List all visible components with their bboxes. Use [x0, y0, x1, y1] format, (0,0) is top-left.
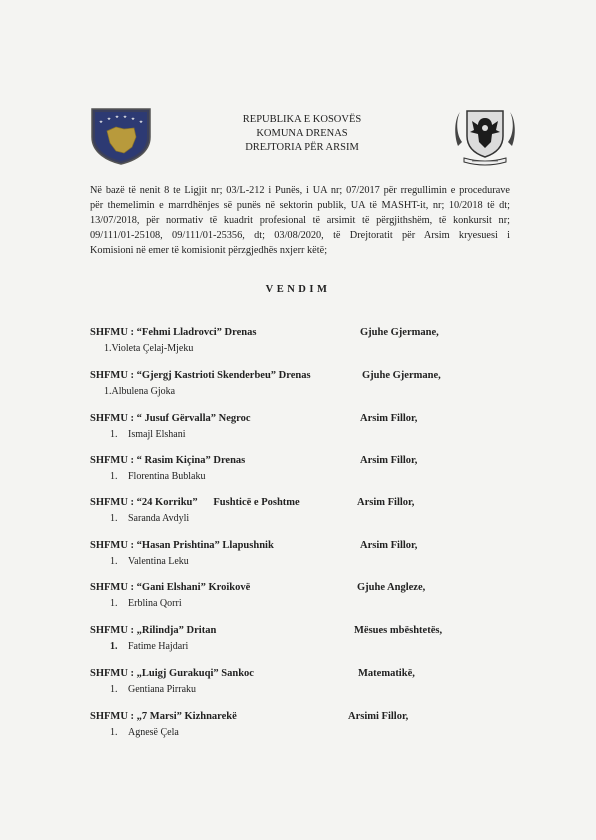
- candidate-number: 1.: [104, 343, 112, 354]
- intro-line: Komisioni në emer të komisionit përzgjedhës nxjerr këtë;: [90, 245, 328, 256]
- candidate-number: 1.: [110, 641, 118, 652]
- candidate-number: 1.: [104, 386, 112, 397]
- school-name: SHFMU : „7 Marsi” Kizhnarekë: [90, 711, 237, 722]
- candidate-number: 1.: [110, 471, 118, 482]
- candidate-name: Albulena Gjoka: [111, 386, 176, 397]
- candidate-name: Ismajl Elshani: [128, 429, 186, 440]
- candidate-line: [104, 386, 175, 397]
- subject-name: Arsim Fillor,: [360, 540, 418, 551]
- candidate-number: 1.: [110, 684, 118, 695]
- subject-name: Arsim Fillor,: [360, 455, 418, 466]
- school-name: SHFMU : „Luigj Gurakuqi” Sankoc: [90, 668, 254, 679]
- subject-name: Gjuhe Gjermane,: [360, 327, 439, 338]
- school-name: SHFMU : “Gjergj Kastrioti Skenderbeu” Drenas: [90, 370, 311, 381]
- candidate-number: 1.: [110, 556, 118, 567]
- intro-line: për themelimin e marrdhënjes së punës në sektorin publik, UA të MASHT-it, nr; 10/2018 të dt;: [90, 200, 510, 211]
- subject-name: Gjuhe Angleze,: [357, 582, 426, 593]
- candidate-name: Agnesë Çela: [128, 727, 179, 738]
- header-country: REPUBLIKA E KOSOVËS: [242, 114, 362, 125]
- school-name: SHFMU : “Gani Elshani” Kroikovë: [90, 582, 251, 593]
- subject-name: Arsim Fillor,: [360, 413, 418, 424]
- candidate-line: [110, 513, 189, 524]
- candidate-line: [110, 598, 182, 609]
- subject-name: Matematikë,: [358, 668, 415, 679]
- candidate-name: Fatime Hajdari: [128, 641, 189, 652]
- school-name: SHFMU : “ Jusuf Gërvalla” Negroc: [90, 413, 251, 424]
- header-municipality: KOMUNA DRENAS: [256, 128, 348, 139]
- drenas-municipality-emblem-icon: [452, 106, 518, 168]
- candidate-line: [110, 684, 196, 695]
- candidate-name: Florentina Bublaku: [128, 471, 206, 482]
- header-directorate: DREJTORIA PËR ARSIM: [245, 142, 359, 153]
- subject-name: Arsimi Fillor,: [348, 711, 409, 722]
- school-name: SHFMU : “ Rasim Kiçina” Drenas: [90, 455, 246, 466]
- intro-line: 09/111/01-25108, 09/111/01-25356, dt; 03/08/2020, të Drejtoratit për Arsim kryesuesi i: [90, 230, 510, 241]
- subject-name: Arsim Fillor,: [357, 497, 415, 508]
- candidate-number: 1.: [110, 429, 118, 440]
- candidate-number: 1.: [110, 598, 118, 609]
- school-name: SHFMU : “Hasan Prishtina” Llapushnik: [90, 540, 274, 551]
- school-name: SHFMU : “24 Korriku” Fushticë e Poshtme: [90, 497, 300, 508]
- candidate-number: 1.: [110, 727, 118, 738]
- subject-name: Gjuhe Gjermane,: [362, 370, 441, 381]
- intro-line: 13/07/2018, për normativ të kuadrit profesional të arsimit të përgjithshëm, të konkursit nr;: [90, 215, 510, 226]
- candidate-name: Saranda Avdyli: [128, 513, 190, 524]
- candidate-line: [110, 641, 188, 652]
- candidate-name: Violeta Çelaj-Mjeku: [111, 343, 194, 354]
- candidate-line: [110, 727, 179, 738]
- school-name: SHFMU : “Fehmi Lladrovci” Drenas: [90, 327, 257, 338]
- decision-title: VENDIM: [265, 284, 331, 295]
- intro-paragraph: [90, 183, 510, 258]
- candidate-line: [110, 471, 206, 482]
- intro-line: Në bazë të nenit 8 te Ligjit nr; 03/L-212 i Punës, i UA nr; 07/2017 për rregullimin e procedurave: [90, 185, 510, 196]
- candidate-line: [110, 429, 186, 440]
- candidate-number: 1.: [110, 513, 118, 524]
- candidate-name: Valentina Leku: [128, 556, 189, 567]
- candidate-line: [110, 556, 189, 567]
- candidate-name: Gentiana Pirraku: [128, 684, 197, 695]
- subject-name: Mësues mbështetës,: [354, 625, 443, 636]
- school-name: SHFMU : „Rilindja” Dritan: [90, 625, 217, 636]
- candidate-name: Erblina Qorri: [128, 598, 182, 609]
- candidate-line: [104, 343, 193, 354]
